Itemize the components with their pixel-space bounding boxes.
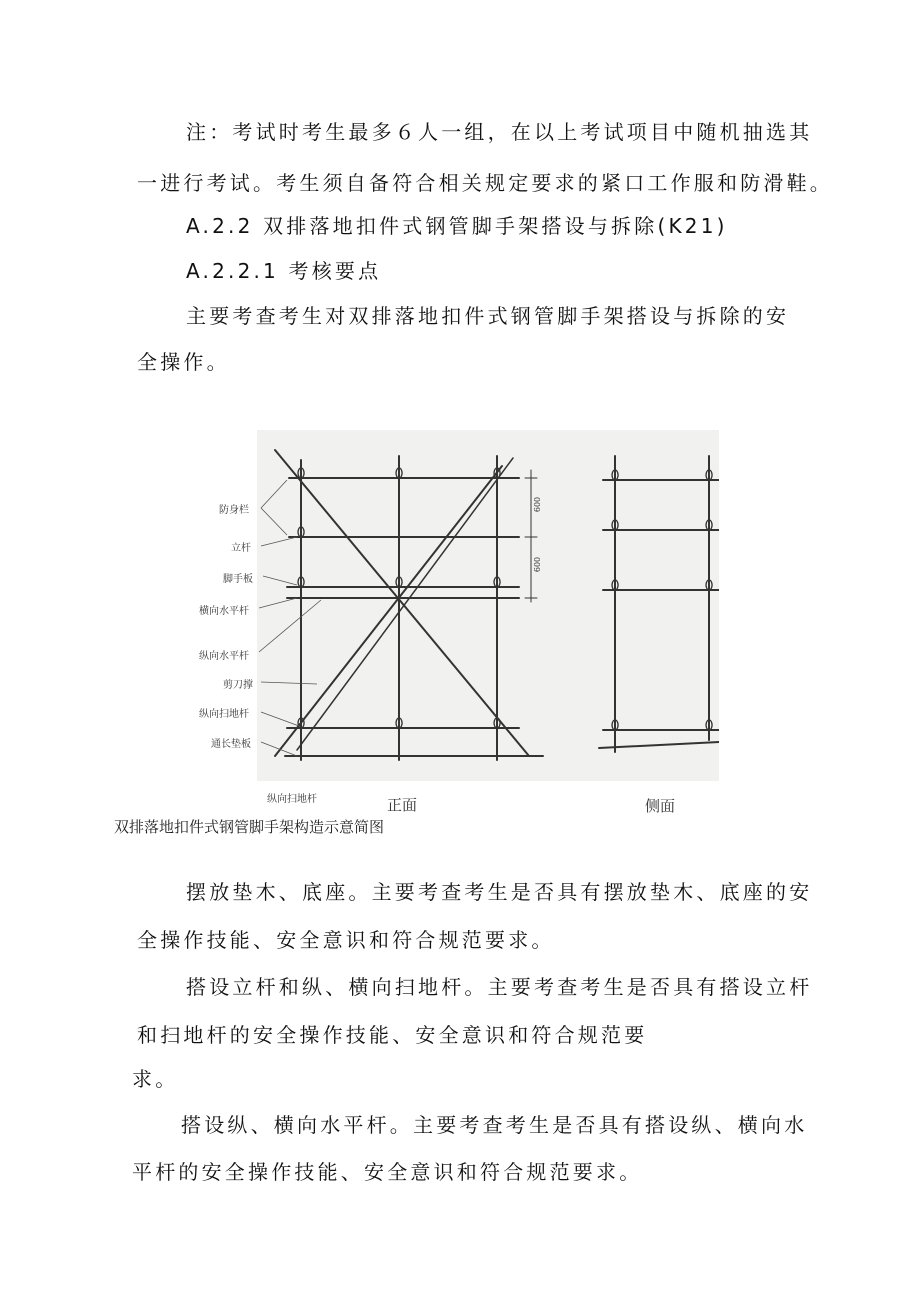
label-transverse-bar: 横向水平杆 <box>199 606 249 617</box>
label-sweep-bar: 纵向扫地杆 <box>199 709 249 720</box>
label-upright: 立杆 <box>231 543 251 554</box>
dimension-label-top: 600 <box>533 496 543 513</box>
side-base-line <box>599 742 719 748</box>
section-heading: A.2.2 双排落地扣件式钢管脚手架搭设与拆除(K21) <box>186 214 728 238</box>
p1-line-1: 摆放垫木、底座。主要考查考生是否具有摆放垫木、底座的安 <box>186 880 813 904</box>
scissor-brace-3 <box>297 458 513 750</box>
label-sweep-bar-bottom: 纵向扫地杆 <box>267 794 317 805</box>
scaffold-drawing <box>257 430 719 781</box>
scissor-brace-1 <box>275 450 529 756</box>
p1-line-2: 全操作技能、安全意识和符合规范要求。 <box>137 928 555 952</box>
p3-line-1: 搭设纵、横向水平杆。主要考查考生是否具有搭设纵、横向水 <box>181 1113 808 1137</box>
p3-line-2: 平杆的安全操作技能、安全意识和符合规范要求。 <box>132 1160 643 1184</box>
label-guardrail: 防身栏 <box>219 505 249 516</box>
intro-line-2: 全操作。 <box>137 350 230 374</box>
note-line-1: 注：考试时考生最多６人一组，在以上考试项目中随机抽选其 <box>186 120 813 144</box>
label-longitudinal-bar: 纵向水平杆 <box>199 651 249 662</box>
subsection-heading: A.2.2.1 考核要点 <box>186 259 382 283</box>
note-line-2: 一进行考试。考生须自备符合相关规定要求的紧口工作服和防滑鞋。 <box>137 171 833 195</box>
front-view-label: 正面 <box>387 796 418 814</box>
p2-line-2: 和扫地杆的安全操作技能、安全意识和符合规范要 <box>137 1023 648 1047</box>
p2-line-1: 搭设立杆和纵、横向扫地杆。主要考查考生是否具有搭设立杆 <box>186 975 813 999</box>
intro-line-1: 主要考查考生对双排落地扣件式钢管脚手架搭设与拆除的安 <box>186 304 790 328</box>
label-base-board: 通长垫板 <box>211 739 251 750</box>
label-scaffold-board: 脚手板 <box>223 574 253 585</box>
figure-caption: 双排落地扣件式钢管脚手架构造示意简图 <box>114 818 385 836</box>
label-scissor-brace: 剪刀撑 <box>223 680 253 691</box>
p2-line-3: 求。 <box>132 1067 179 1091</box>
dimension-label-bottom: 600 <box>533 556 543 573</box>
scissor-brace-2 <box>275 466 502 756</box>
side-view-label: 侧面 <box>645 797 676 815</box>
scaffold-diagram <box>199 430 719 815</box>
